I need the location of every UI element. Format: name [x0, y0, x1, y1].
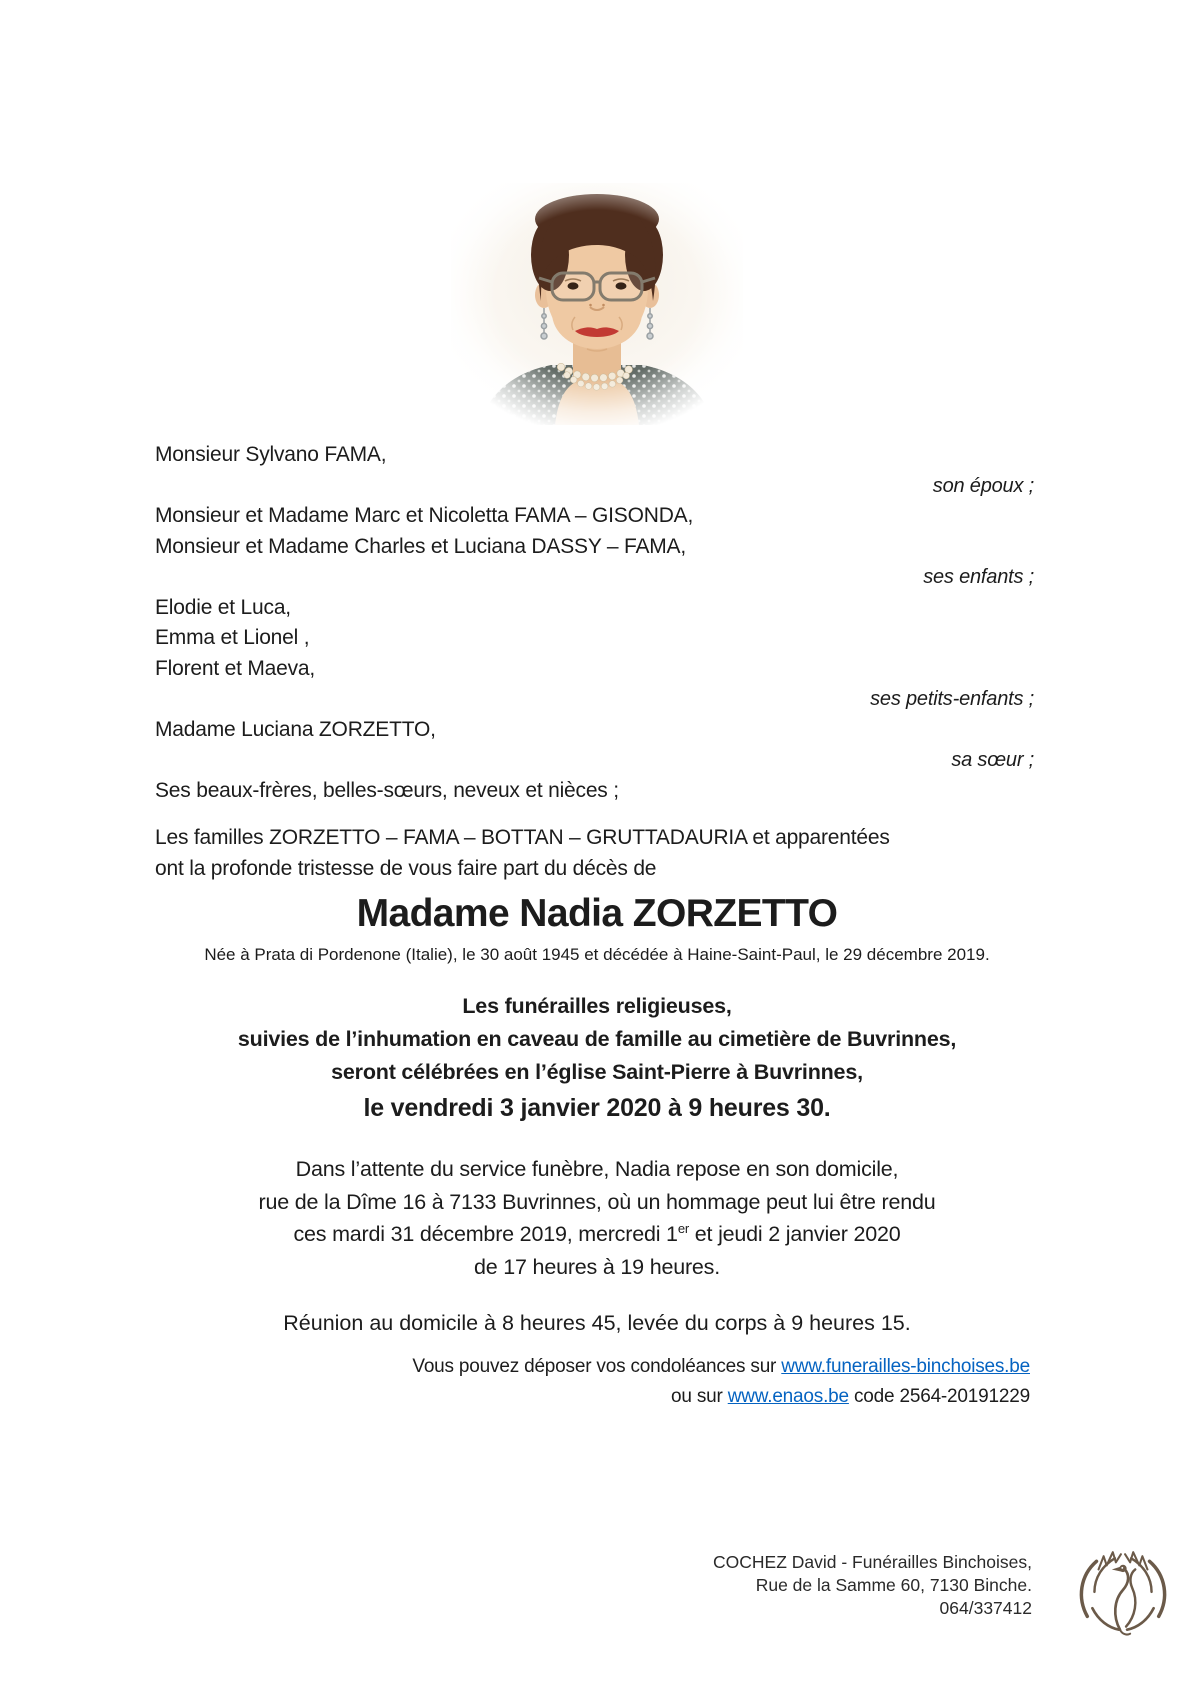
visitation-line: Dans l’attente du service funèbre, Nadia repose en son domicile,	[295, 1157, 899, 1181]
life-dates: Née à Prata di Pordenone (Italie), le 30 août 1945 et décédée à Haine-Saint-Paul, le 29 décembre 2019.	[204, 945, 990, 964]
condolences-line	[412, 1382, 1030, 1412]
announcement-center	[90, 891, 1104, 1339]
ceremony-line: Les funérailles religieuses,	[462, 994, 732, 1018]
funeral-home-phone: 064/337412	[939, 1598, 1032, 1618]
family-line: Monsieur Sylvano FAMA,	[155, 443, 387, 466]
visitation-line: rue de la Dîme 16 à 7133 Buvrinnes, où un hommage peut lui être rendu	[258, 1189, 936, 1214]
deceased-name: Madame Nadia ZORZETTO	[356, 892, 838, 935]
family-line: Emma et Lionel ,	[155, 626, 310, 649]
visitation-line: de 17 heures à 19 heures.	[473, 1254, 721, 1279]
phoenix-logo-icon	[1072, 1543, 1174, 1649]
condolences-block	[412, 1352, 1030, 1412]
family-line: Monsieur et Madame Charles et Luciana DASSY – FAMA,	[155, 534, 687, 558]
condolences-text: ou sur	[671, 1386, 728, 1407]
portrait-photo	[451, 183, 743, 425]
relationship-label: ses enfants ;	[923, 566, 1034, 588]
family-line: Monsieur et Madame Marc et Nicoletta FAMA – GISONDA,	[155, 504, 694, 527]
relationship-label: ses petits-enfants ;	[870, 688, 1034, 710]
visitation-line	[90, 1218, 1104, 1251]
visitation-block	[90, 1153, 1104, 1283]
funeral-home-address: Rue de la Samme 60, 7130 Binche.	[755, 1575, 1032, 1595]
family-list	[155, 440, 1034, 884]
enaos-link[interactable]: www.enaos.be	[727, 1386, 849, 1407]
ceremony-line: suivies de l’inhumation en caveau de famille au cimetière de Buvrinnes,	[237, 1027, 957, 1051]
visitation-text: et jeudi 2 janvier 2020	[689, 1222, 901, 1246]
relationship-label: sa sœur ;	[951, 749, 1034, 771]
relationship-label: son époux ;	[932, 474, 1034, 497]
family-line: Elodie et Luca,	[155, 595, 291, 619]
condolences-line	[412, 1352, 1030, 1382]
announcement-line: ont la profonde tristesse de vous faire part du décès de	[155, 856, 657, 880]
funerailles-binchoises-link[interactable]: www.funerailles-binchoises.be	[781, 1356, 1030, 1377]
family-line: Florent et Maeva,	[155, 656, 316, 680]
phoenix-bird-icon	[1072, 1543, 1174, 1649]
ceremony-line: seront célébrées en l’église Saint-Pierre à Buvrinnes,	[331, 1060, 863, 1084]
ceremony-block	[90, 990, 1104, 1127]
portrait-illustration	[451, 183, 743, 425]
assembly-line: Réunion au domicile à 8 heures 45, levée du corps à 9 heures 15.	[283, 1311, 911, 1335]
ordinal-superscript: er	[677, 1220, 689, 1236]
condolences-code: code 2564-20191229	[848, 1386, 1030, 1407]
condolences-text: Vous pouvez déposer vos condoléances sur	[412, 1356, 782, 1377]
funeral-home-block	[713, 1551, 1032, 1620]
funeral-date: le vendredi 3 janvier 2020 à 9 heures 30.	[363, 1094, 831, 1122]
family-line: Ses beaux-frères, belles-sœurs, neveux et nièces ;	[155, 778, 619, 802]
family-line: Madame Luciana ZORZETTO,	[155, 717, 436, 741]
visitation-text: ces mardi 31 décembre 2019, mercredi 1	[293, 1222, 678, 1246]
family-line: Les familles ZORZETTO – FAMA – BOTTAN – GRUTTADAURIA et apparentées	[155, 826, 890, 849]
funeral-home-name: COCHEZ David - Funérailles Binchoises,	[713, 1552, 1032, 1572]
